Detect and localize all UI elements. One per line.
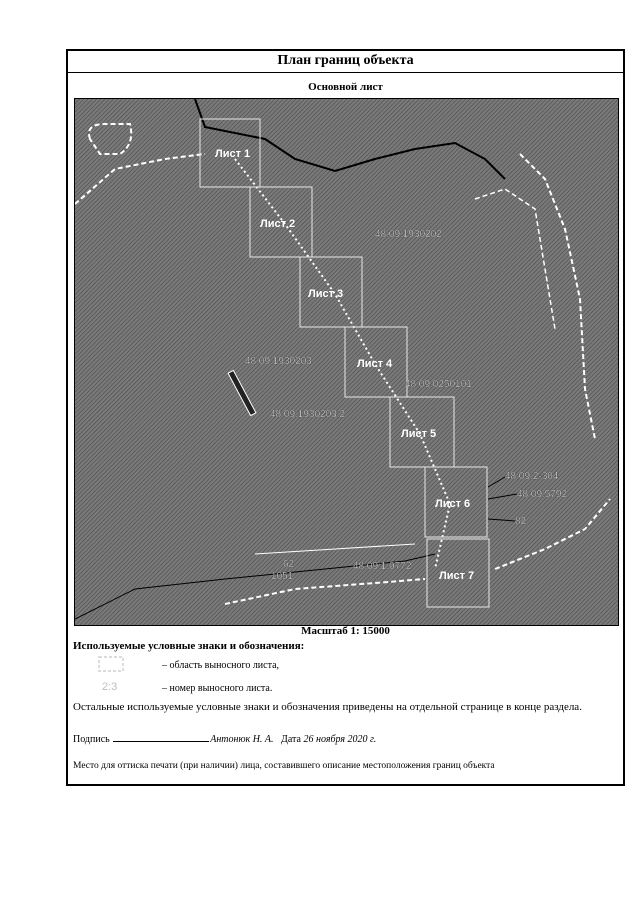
svg-text:Лист 3: Лист 3 [308, 288, 344, 300]
dashed-square-icon [98, 656, 124, 675]
parcel-label: 48:09:5792 [517, 489, 568, 500]
date-label: Дата [281, 734, 301, 745]
svg-text:Лист 5: Лист 5 [401, 428, 437, 440]
legend-label: – номер выносного листа. [162, 683, 273, 694]
page-title: План границ объекта [68, 51, 623, 73]
parcel-label: 48:09:1930203:2 [270, 409, 346, 420]
map-scale: Масштаб 1: 15000 [301, 625, 390, 637]
parcel-label: 48:09:1930202 [375, 229, 442, 240]
document-frame [66, 49, 625, 786]
map-background [75, 99, 618, 625]
legend-heading: Используемые условные знаки и обозначения: [73, 640, 305, 652]
parcel-label: 48:09:0250101 [405, 379, 472, 390]
signature-date: 26 ноября 2020 г. [303, 734, 377, 745]
signature-label: Подпись [73, 734, 110, 745]
parcel-label: 48:09:1930203 [245, 356, 312, 367]
parcel-label: 82 [515, 516, 527, 527]
map-canvas [75, 99, 618, 625]
signature-blank [113, 733, 209, 742]
parcel-label: 48:09:1:0772 [353, 561, 412, 572]
svg-text:Лист 4: Лист 4 [357, 358, 393, 370]
signature-line [73, 733, 376, 745]
svg-text:Лист 2: Лист 2 [260, 218, 296, 230]
svg-text:Лист 1: Лист 1 [215, 148, 251, 160]
parcel-label: 1051 [271, 571, 294, 582]
svg-text:Лист 7: Лист 7 [439, 570, 475, 582]
legend-label: – область выносного листа, [162, 660, 280, 671]
page-subtitle: Основной лист [308, 81, 383, 93]
parcel-label: 62 [283, 559, 295, 570]
svg-text:Лист 6: Лист 6 [435, 498, 471, 510]
legend-note: Остальные используемые условные знаки и обозначения приведены на отдельной странице в конце раздела. [73, 701, 582, 713]
signer-name: Антонюк Н. А. [210, 734, 274, 745]
boundary-map [74, 98, 619, 626]
parcel-label: 48:09:2-304 [505, 471, 559, 482]
sheet-number-symbol: 2:3 [102, 681, 118, 693]
stamp-placeholder: Место для оттиска печати (при наличии) лица, составившего описание местоположения границ объекта [73, 761, 495, 771]
